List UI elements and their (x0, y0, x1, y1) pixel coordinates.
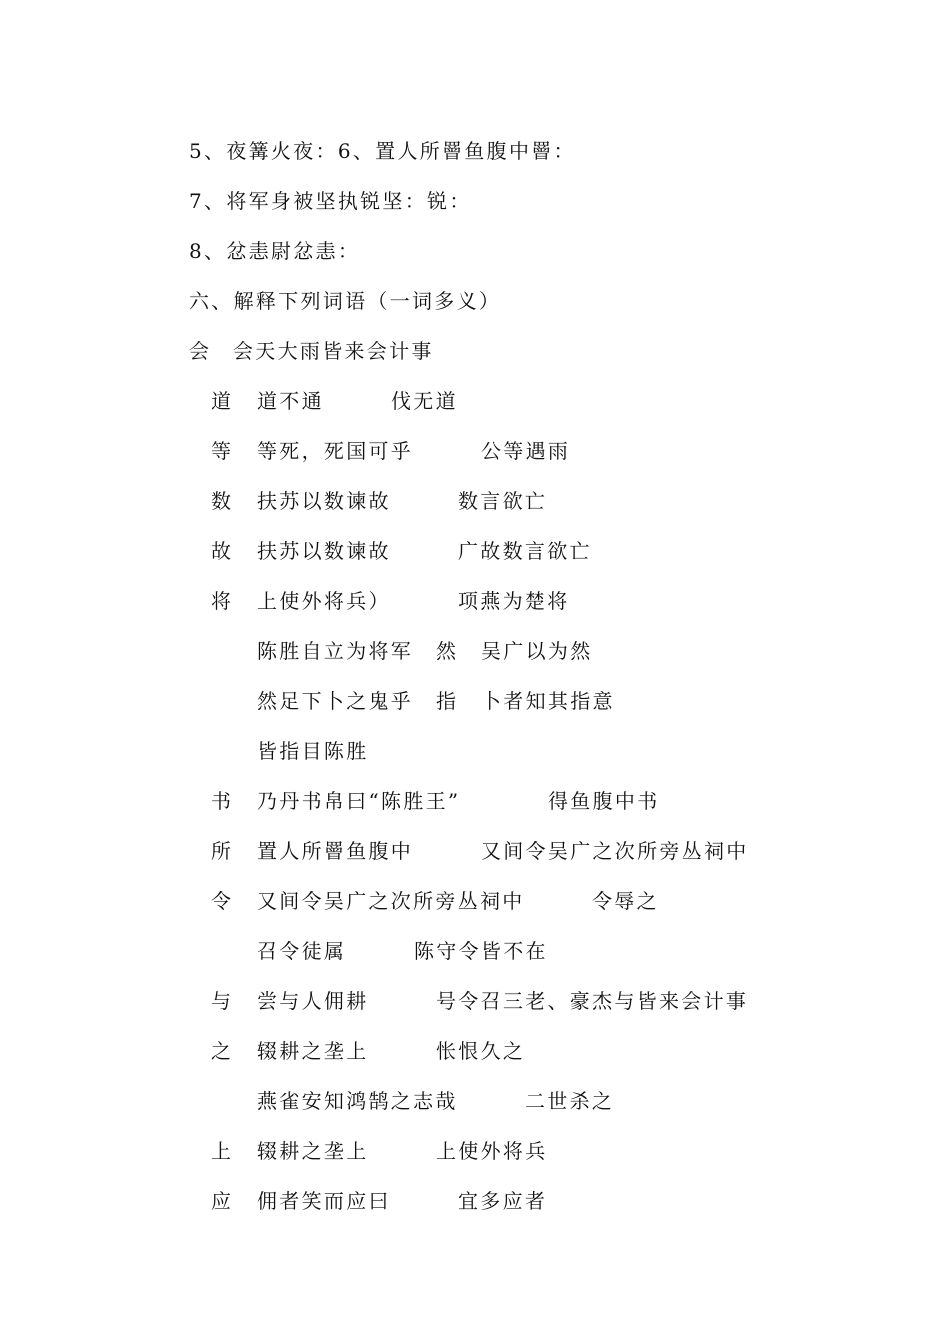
term-example: 得鱼腹中书 (548, 789, 660, 813)
term-example: 会天大雨皆来会计事 (233, 339, 434, 363)
term-example: 吴广以为然 (481, 639, 593, 663)
term-word: 之 (211, 1039, 234, 1063)
term-example: 陈守令皆不在 (414, 939, 548, 963)
term-example: 辍耕之垄上 (257, 1139, 369, 1163)
term-example: 公等遇雨 (481, 439, 571, 463)
term-example: 怅恨久之 (436, 1039, 526, 1063)
term-example: 二世杀之 (525, 1089, 615, 1113)
term-example: 皆指目陈胜 (257, 739, 369, 763)
term-word: 将 (211, 589, 234, 613)
term-word: 数 (211, 489, 234, 513)
term-word: 所 (211, 839, 234, 863)
term-example: 又间令吴广之次所旁丛祠中 (481, 839, 749, 863)
term-example: 数言欲亡 (458, 489, 548, 513)
term-word: 上 (211, 1139, 234, 1163)
question-7: 7、将军身被坚执锐坚：锐： (189, 189, 472, 213)
term-word: 应 (211, 1189, 234, 1213)
term-example: 又间令吴广之次所旁丛祠中 (257, 889, 525, 913)
term-word: 令 (211, 889, 234, 913)
term-example: 燕雀安知鸿鹄之志哉 (257, 1089, 458, 1113)
term-example: 等死，死国可乎 (257, 439, 414, 463)
term-example: 伐无道 (391, 389, 458, 413)
term-example: 置人所罾鱼腹中 (257, 839, 414, 863)
question-5-6: 5、夜篝火夜：6、置人所罾鱼腹中罾： (189, 139, 576, 163)
term-example: 佣者笑而应曰 (257, 1189, 391, 1213)
question-8: 8、忿恚尉忿恚： (189, 239, 361, 263)
term-example: 辍耕之垄上 (257, 1039, 369, 1063)
term-example: 项燕为楚将 (458, 589, 570, 613)
term-example: 然足下卜之鬼乎 (257, 689, 414, 713)
term-example: 扶苏以数谏故 (257, 489, 391, 513)
term-example: 号令召三老、豪杰与皆来会计事 (436, 989, 749, 1013)
term-word: 道 (211, 389, 234, 413)
term-word: 然 (436, 639, 459, 663)
term-example: 乃丹书帛曰“陈胜王” (257, 789, 461, 813)
term-word: 与 (211, 989, 234, 1013)
term-example: 卜者知其指意 (481, 689, 615, 713)
term-example: 上使外将兵 (436, 1139, 548, 1163)
term-example: 召令徒属 (257, 939, 347, 963)
term-word: 指 (436, 689, 459, 713)
term-example: 广故数言欲亡 (458, 539, 592, 563)
term-example: 令辱之 (592, 889, 659, 913)
term-word: 书 (211, 789, 234, 813)
term-example: 宜多应者 (458, 1189, 548, 1213)
term-example: 陈胜自立为将军 (257, 639, 414, 663)
term-word: 等 (211, 439, 234, 463)
term-example: 上使外将兵） (257, 589, 391, 613)
term-example: 道不通 (257, 389, 324, 413)
term-example: 扶苏以数谏故 (257, 539, 391, 563)
section-six-heading: 六、解释下列词语（一词多义） (189, 289, 502, 313)
term-word: 会 (189, 339, 212, 363)
term-example: 尝与人佣耕 (257, 989, 369, 1013)
term-word: 故 (211, 539, 234, 563)
